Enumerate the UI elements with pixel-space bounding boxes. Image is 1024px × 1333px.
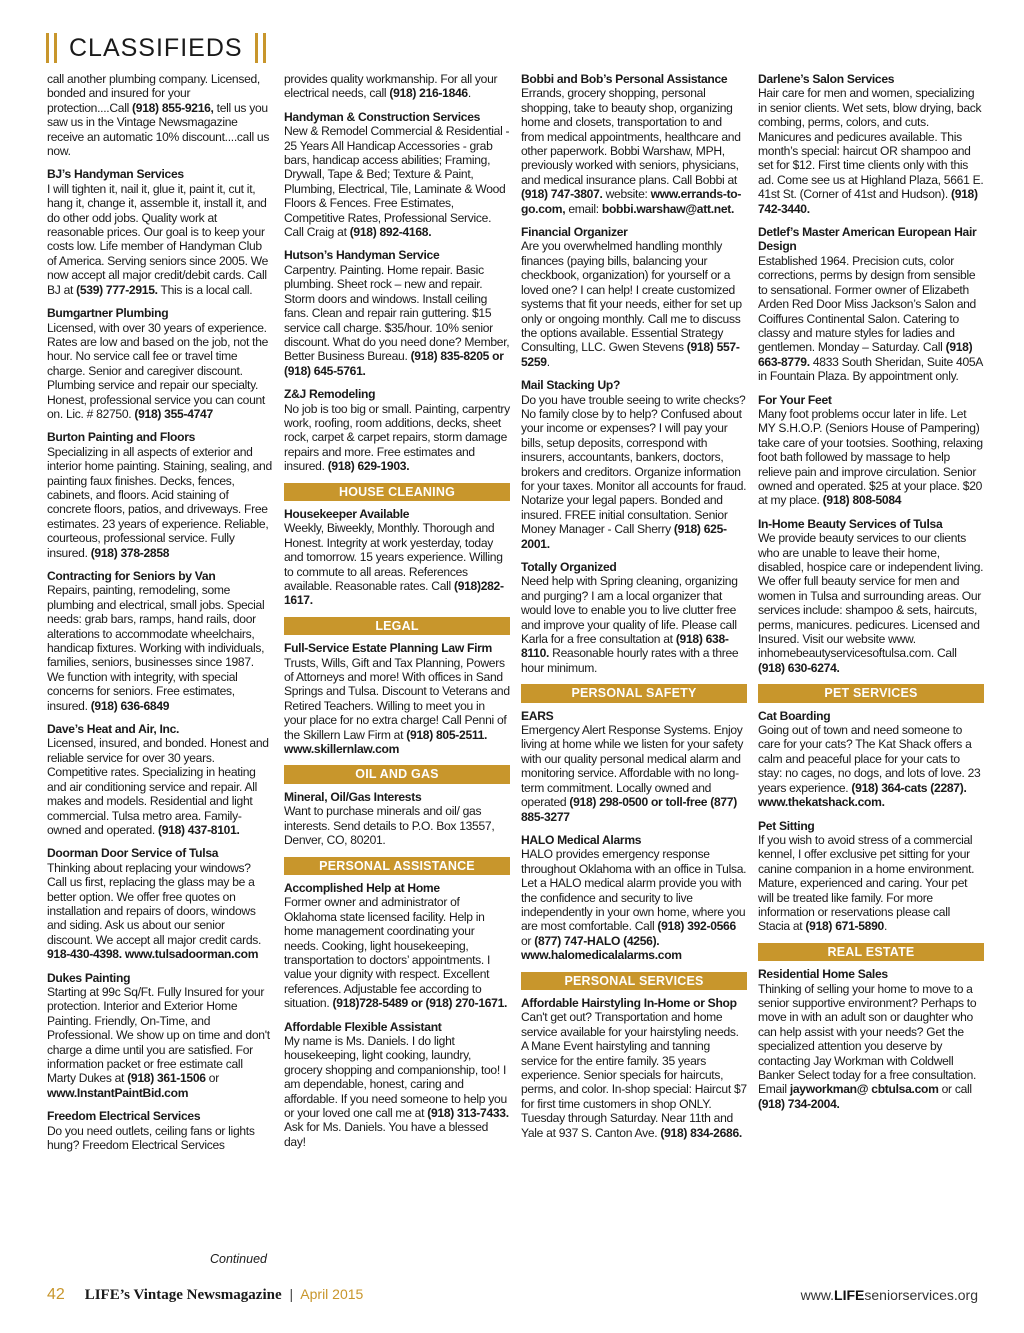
ad-body: Emergency Alert Response Systems. Enjoy living at home while we listen for your safety with our quality personal medical alarm and monitoring service. Affordable with no long-term commitment. Locally owned and operated (918) 298-0500 or toll-free (877) 885-3277 xyxy=(521,723,744,824)
ad-body: We provide beauty services to our clients who are unable to leave their home, disabled, hospice care or independent living. We offer full beauty service for men and women in Tulsa and surrounding areas. Our services include: shampoo & sets, haircuts, perms, manicures. pedicures. Licensed and Insured. Visit our website www. inhomebeautyservicesoftulsa.com. Call (918) 630-6274. xyxy=(758,531,984,675)
classified-ad-for-your-feet xyxy=(758,393,984,508)
ad-body: Are you overwhelmed handling monthly finances (paying bills, balancing your checkbook, organization) for yourself or a loved one? I can help! I create customized systems that fit your needs, either for set up only or ongoing monthly. Call me to discuss the options available. Essential Strategy Consulting, LLC. Gwen Stevens (918) 557-5259. xyxy=(521,239,742,369)
classified-ad-pet-sitting xyxy=(758,819,984,934)
category-heading-personal-assistance: PERSONAL ASSISTANCE xyxy=(284,857,510,875)
website-link[interactable] xyxy=(801,1287,978,1303)
ad-body: Starting at 99c Sq/Ft. Fully Insured for your protection. Interior and Exterior Home Painting. Friendly, On-Time, and Professional. We show up on time and don't charge a dime until you are satisfied. For information packet or free estimate call Marty Dukes at (918) 361-1506 or www.InstantPaintBid.com xyxy=(47,984,270,1100)
classified-ad-bobbi-and-bob-s-personal-assistance xyxy=(521,72,747,216)
ad-title: BJ’s Handyman Services xyxy=(47,167,184,182)
classified-ad-zandj-remodeling xyxy=(284,387,510,473)
ad-title: HALO Medical Alarms xyxy=(521,832,642,847)
classified-ad-dave-s-heat-and-air-inc xyxy=(47,722,273,837)
ad-body: Many foot problems occur later in life. Let MY S.H.O.P. (Seniors House of Pampering) take care of your tootsies. Soothing, relaxing foot bath followed by massage to help relieve pain and improve circulation. Senior owned and operated. $25 at your place. $20 at my place. (918) 808-5084 xyxy=(758,406,983,508)
classified-ad-bj-s-handyman-services xyxy=(47,167,273,297)
ad-body: Established 1964. Precision cuts, color corrections, perms by design from sensible to sensational. Former owner of Elizabeth Arden Red Door Miss Jackson’s Salon and Coiffures Continental Salon. Catering to classy and mature styles for ladies and gentlemen. Monday – Saturday. Call (918) 663-8779. 4833 South Sheridan, Suite 405A in Fountain Plaza. By appointment only. xyxy=(758,253,983,384)
ad-body: Carpentry. Painting. Home repair. Basic plumbing. Sheet rock – new and repair. Storm doors and windows. Install ceiling fans. Clean and repair rain guttering. $15 service call charge. $35/hour. 10% senior discount. What do you need done? Member, Better Business Bureau. (918) 835-8205 or (918) 645-5761. xyxy=(284,262,510,378)
classified-ad-contracting-for-seniors-by-van xyxy=(47,569,273,713)
ad-title: Doorman Door Service of Tulsa xyxy=(47,846,219,861)
ad-body: New & Remodel Commercial & Residential - 25 Years All Handicap Accessories - grab bars, handicap access abilities; Framing, Drywall, Tape & Bed; Texture & Paint, Plumbing, Electrical, Tile, Laminate & Wood Floors & Fences. Free Estimates, Competitive Rates, Professional Service. Call Craig at (918) 892-4168. xyxy=(284,124,510,240)
issue-date: April 2015 xyxy=(300,1286,364,1302)
ad-body: No job is too big or small. Painting, carpentry work, roofing, room additions, decks, sheet rock, carpet & carpet repairs, storm damage repairs and more. Free estimates and insured. (918) 629-1903. xyxy=(284,401,510,474)
column-1 xyxy=(47,72,273,1161)
classified-ad-halo-medical-alarms xyxy=(521,833,747,963)
ad-title: Bumgartner Plumbing xyxy=(47,306,169,321)
ad-body: Want to purchase minerals and oil/ gas interests. Send details to P.O. Box 13557, Denver, CO, 80201. xyxy=(284,804,495,848)
ad-title: Dukes Painting xyxy=(47,970,131,985)
classified-ad-residential-home-sales xyxy=(758,967,984,1111)
ad-body: Going out of town and need someone to care for your cats? The Kat Shack offers a calm and peaceful place for your cats to stay: no cages, no dogs, and lots of love. 23 years experience. (918) 364-cats (2287). www.thekatshack.com. xyxy=(758,723,981,810)
category-heading-real-estate: REAL ESTATE xyxy=(758,943,984,961)
classified-ad-housekeeper-available xyxy=(284,507,510,608)
ad-title: For Your Feet xyxy=(758,392,832,407)
ad-body: If you wish to avoid stress of a commercial kennel, I offer exclusive pet sitting for your canine companion in a home environment. Mature, experienced and caring. Your pet will be treated like family. For more information or reservations please call Stacia at (918) 671-5890. xyxy=(758,832,975,934)
ad-body: Need help with Spring cleaning, organizing and purging? I am a local organizer that would love to enable you to live clutter free and improve your quality of life. Please call Karla for a free consultation at (918) 638-8110. Reasonable hourly rates with a three hour minimum. xyxy=(521,574,739,675)
ad-body: Repairs, painting, remodeling, some plumbing and electrical, small jobs. Special needs: grab bars, ramps, hand rails, door alterations to accommodate wheelchairs, handicap fixtures. Working with individuals, families, seniors, businesses since 1987. We function with integrity, with special concerns for seniors. Free estimates, insured. (918) 636-6849 xyxy=(47,583,265,713)
ad-title: Darlene’s Salon Services xyxy=(758,72,895,86)
classified-ad-col1-continued xyxy=(47,72,273,158)
ad-body: My name is Ms. Daniels. I do light housekeeping, light cooking, laundry, grocery shopping and companionship, too! I am dependable, honest, caring and affordable. If you need someone to help you or your loved one call me at (918) 313-7433. Ask for Ms. Daniels. You have a blessed day! xyxy=(284,1033,509,1149)
ad-body: Licensed, with over 30 years of experience. Rates are low and based on the job, not the hour. No service call fee or travel time charge. Senior and caregiver discount. Plumbing service and repair our specialty. Honest, professional service you can count on. Lic. # 82750. (918) 355-4747 xyxy=(47,320,269,421)
category-heading-oil-and-gas: OIL AND GAS xyxy=(284,765,510,783)
category-heading-personal-services: PERSONAL SERVICES xyxy=(521,972,747,990)
ad-title: Affordable Hairstyling In-Home or Shop xyxy=(521,995,737,1010)
classified-ad-hutson-s-handyman-service xyxy=(284,248,510,378)
classified-ad-cat-boarding xyxy=(758,709,984,810)
classified-ad-totally-organized xyxy=(521,560,747,675)
classified-ad-affordable-hairstyling-in-home-or-shop xyxy=(521,996,747,1140)
ad-body: Licensed, insured, and bonded. Honest and reliable service for over 30 years. Competitive rates. Specializing in heating and air conditioning service and repair. All makes and models. Residential and light commercial. Tulsa metro area. Family-owned and operated. (918) 437-8101. xyxy=(47,736,269,837)
website-brand: LIFE xyxy=(834,1287,865,1303)
ad-title: Bobbi and Bob’s Personal Assistance xyxy=(521,72,728,86)
ad-body: Thinking about replacing your windows? Call us first, replacing the glass may be a better option. We offer free quotes on installation and repairs of doors, windows and siding. Ask us about our senior discount. We accept all major credit cards. 918-430-4398. www.tulsadoorman.com xyxy=(47,860,262,962)
header-rule-left-2 xyxy=(54,33,57,63)
classified-ad-col2-continued xyxy=(284,72,510,101)
continued-note: Continued xyxy=(210,1252,267,1266)
classified-ad-accomplished-help-at-home xyxy=(284,881,510,1011)
ad-title: Freedom Electrical Services xyxy=(47,1109,201,1124)
ad-title: Totally Organized xyxy=(521,560,617,574)
ad-title: Detlef’s Master American European Hair Design xyxy=(758,225,977,254)
ad-title: Cat Boarding xyxy=(758,708,831,723)
category-heading-legal: LEGAL xyxy=(284,617,510,635)
page-footer xyxy=(47,1286,978,1306)
ad-body: provides quality workmanship. For all your electrical needs, call (918) 216-1846. xyxy=(284,72,498,101)
website-suffix: seniorservices.org xyxy=(864,1287,978,1303)
classified-ad-detlef-s-master-american-european-hair-d xyxy=(758,225,984,383)
ad-title: EARS xyxy=(521,708,554,723)
header-rule-right-1 xyxy=(255,33,258,63)
classified-ad-handyman-and-construction-services xyxy=(284,110,510,240)
classified-ad-mineral-oil-gas-interests xyxy=(284,790,510,848)
ad-body: Errands, grocery shopping, personal shopping, take to beauty shop, organizing home and closets, transportation to and from medical appointments, healthcare and other paperwork. Bobbi Warshaw, MPH, previously worked with seniors, physicians, and medical insurance plans. Call Bobbi at (918) 747-3807. website: www.errands-to-go.com, email: bobbi.warshaw@att.net. xyxy=(521,86,742,216)
publication-name: LIFE’s Vintage Newsmagazine xyxy=(84,1287,282,1303)
classified-ad-freedom-electrical-services xyxy=(47,1109,273,1152)
category-heading-house-cleaning: HOUSE CLEANING xyxy=(284,483,510,501)
column-2 xyxy=(284,72,510,1158)
classified-ad-full-service-estate-planning-law-firm xyxy=(284,641,510,756)
classified-ad-darlene-s-salon-services xyxy=(758,72,984,216)
ad-body: Can't get out? Transportation and home service available for your hairstyling needs. A Mane Event hairstyling and tanning service for the entire family. 35 years experience. Senior specials for haircuts, perms, and color. In-shop special: Haircut $7 for first time customers in shop ONLY. Tuesday through Saturday. Near 11th and Yale at 937 S. Canton Ave. (918) 834-2686. xyxy=(521,1010,747,1140)
website-prefix: www. xyxy=(800,1287,835,1303)
ad-body: call another plumbing company. Licensed, bonded and insured for your protection....Call (918) 855-9216, tell us you saw us in the Vintage Newsmagazine receive an automatic 10% discount....call us now. xyxy=(47,72,270,159)
category-heading-personal-safety: PERSONAL SAFETY xyxy=(521,684,747,702)
classified-ad-dukes-painting xyxy=(47,971,273,1101)
ad-title: Financial Organizer xyxy=(521,225,628,240)
ad-title: Burton Painting and Floors xyxy=(47,430,196,445)
ad-title: Mineral, Oil/Gas Interests xyxy=(284,789,422,804)
ad-title: Z&J Remodeling xyxy=(284,387,376,402)
footer-separator: | xyxy=(289,1286,294,1302)
classified-ad-mail-stacking-up xyxy=(521,378,747,551)
page-number: 42 xyxy=(47,1286,65,1303)
ad-title: Residential Home Sales xyxy=(758,967,888,982)
ad-title: Contracting for Seniors by Van xyxy=(47,569,216,583)
section-header xyxy=(46,30,271,66)
ad-body: Hair care for men and women, specializing in senior clients. Wet sets, blow drying, back combing, perms, colors, and cuts. Manicures and pedicures available. This month’s special: haircut OR shampoo and set for $12. First time clients only with this ad. Come see us at Highland Plaza, 5661 E. 41st St. (Corner of 41st and Hudson). (918) 742-3440. xyxy=(758,86,984,216)
ad-body: HALO provides emergency response throughout Oklahoma with an office in Tulsa. Let a HALO medical alarm provide you with the confidence and security to live independently in your own home, where you are most comfortable. Call (918) 392-0566 or (877) 747-HALO (4256). www.halomedicalalarms.com xyxy=(521,847,747,963)
ad-body: Do you need outlets, ceiling fans or lights hung? Freedom Electrical Services xyxy=(47,1123,255,1153)
ad-body: Specializing in all aspects of exterior and interior home painting. Staining, sealing, and painting faux finishes. Decks, fences, cabinets, and floors. Acid staining of concrete floors, patios, and driveways. Free estimates. 23 years of experience. Reliable, courteous, professional service. Fully insured. (918) 378-2858 xyxy=(47,444,272,560)
ad-body: Thinking of selling your home to move to a senior supportive environment? Perhaps to move in with an adult son or daughter who can help assist with your needs? Get the specialized attention you deserve by contacting Jay Workman with Coldwell Banker Select today for a free consultation. Email jayworkman@ cbtulsa.com or call (918) 734-2004. xyxy=(758,981,977,1111)
classified-ad-affordable-flexible-assistant xyxy=(284,1020,510,1150)
ad-title: Handyman & Construction Services xyxy=(284,109,481,124)
column-3 xyxy=(521,72,747,1149)
ad-body: Former owner and administrator of Oklahoma state licensed facility. Help in home management coordinating your needs. Cooking, light housekeeping, transportation to doctors’ appointments. I value your dignity with respect. Excellent references. Adjustable fee according to situation. (918)728-5489 or (918) 270-1671. xyxy=(284,895,508,1011)
column-4 xyxy=(758,72,984,1120)
ad-title: In-Home Beauty Services of Tulsa xyxy=(758,516,943,531)
classified-ad-in-home-beauty-services-of-tulsa xyxy=(758,517,984,675)
section-title: CLASSIFIEDS xyxy=(69,33,243,62)
ad-body: Trusts, Wills, Gift and Tax Planning, Powers of Attorneys and more! With offices in Sand Springs and Tulsa. Discount to Veterans and Retired Teachers. Willing to meet you in your place for no extra charge! Call Penni of the Skillern Law Firm at (918) 805-2511. www.skillernlaw.com xyxy=(284,655,510,757)
category-heading-pet-services: PET SERVICES xyxy=(758,684,984,702)
ad-title: Mail Stacking Up? xyxy=(521,378,621,393)
classified-ad-ears xyxy=(521,709,747,824)
ad-title: Dave’s Heat and Air, Inc. xyxy=(47,722,180,737)
classified-ad-burton-painting-and-floors xyxy=(47,430,273,560)
ad-title: Hutson’s Handyman Service xyxy=(284,248,440,263)
header-rule-left-1 xyxy=(46,33,49,63)
header-rule-right-2 xyxy=(263,33,266,63)
ad-body: I will tighten it, nail it, glue it, paint it, cut it, hang it, change it, assemble it, install it, and do other odd jobs. Quality work at reasonable prices. Our goal is to keep your costs low. Life member of Handyman Club of America. Serving seniors since 2005. We now accept all major credit/debit cards. Call BJ at (539) 777-2915. This is a local call. xyxy=(47,181,269,297)
classified-ad-doorman-door-service-of-tulsa xyxy=(47,846,273,961)
classified-ad-bumgartner-plumbing xyxy=(47,306,273,421)
ad-title: Accomplished Help at Home xyxy=(284,880,440,895)
ad-title: Pet Sitting xyxy=(758,818,815,833)
ad-body: Do you have trouble seeing to write checks? No family close by to help? Confused about your income or expenses? I will pay your bills, setup deposits, correspond with insurers, accountants, bankers, doctors, brokers and creditors. Organize information for your taxes. Monitor all accounts for fraud. Notarize your legal papers. Bonded and insured. FREE initial consultation. Senior Money Manager - Call Sherry (918) 625-2001. xyxy=(521,392,747,551)
ad-title: Affordable Flexible Assistant xyxy=(284,1019,442,1034)
ad-title: Housekeeper Available xyxy=(284,506,410,521)
classified-ad-financial-organizer xyxy=(521,225,747,369)
ad-title: Full-Service Estate Planning Law Firm xyxy=(284,641,492,656)
ad-body: Weekly, Biweekly, Monthly. Thorough and Honest. Integrity at work yesterday, today and tomorrow. 15 years experience. Willing to commute to all areas. References available. Reasonable rates. Call (918)282-1617. xyxy=(284,521,504,608)
